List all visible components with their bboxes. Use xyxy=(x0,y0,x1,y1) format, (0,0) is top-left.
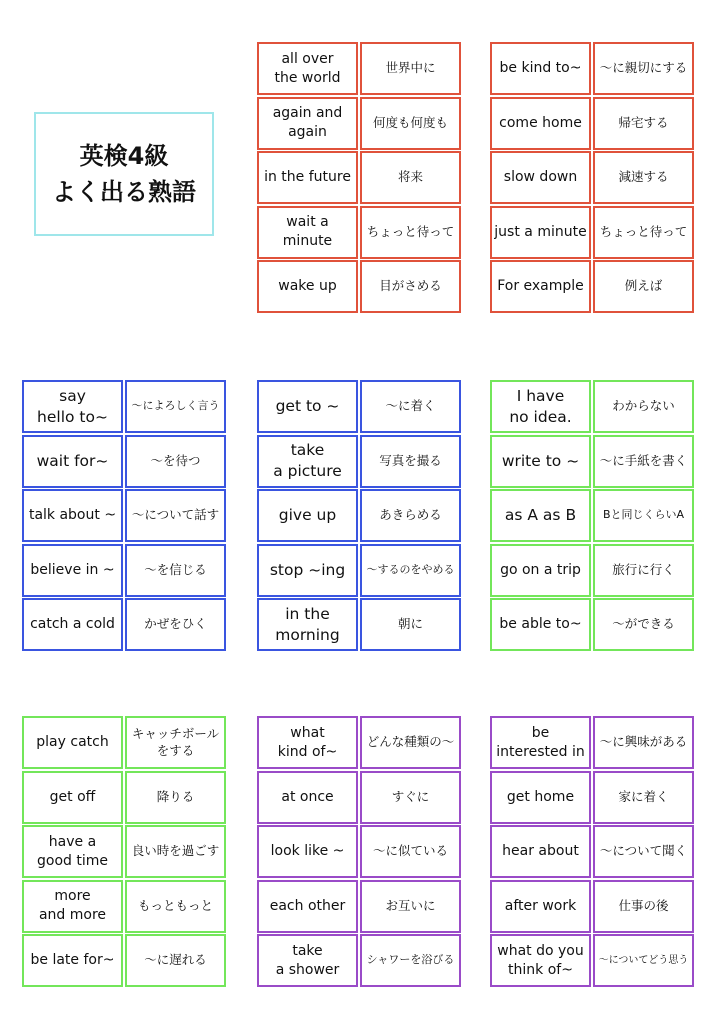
japanese-meaning-card xyxy=(360,260,461,313)
english-phrase: take a shower xyxy=(275,943,340,978)
japanese-meaning-card xyxy=(360,880,461,933)
english-phrase: each other xyxy=(269,897,346,914)
japanese-meaning: 例えば xyxy=(624,278,663,294)
english-phrase: give up xyxy=(278,506,337,525)
english-phrase-card xyxy=(490,151,591,204)
japanese-meaning-card xyxy=(360,380,461,433)
english-phrase: in the morning xyxy=(275,604,340,644)
english-phrase-card xyxy=(22,435,123,488)
japanese-meaning-card xyxy=(360,598,461,651)
japanese-meaning-card xyxy=(593,544,694,597)
english-phrase-card xyxy=(257,771,358,824)
english-phrase-card xyxy=(257,151,358,204)
japanese-meaning: 降りる xyxy=(156,788,195,804)
japanese-meaning-card xyxy=(593,97,694,150)
japanese-meaning: ～に着く xyxy=(385,398,436,414)
japanese-meaning: Bと同じくらいA xyxy=(602,508,685,522)
english-phrase: talk about ~ xyxy=(28,507,117,524)
japanese-meaning-card xyxy=(593,934,694,987)
japanese-meaning: ～によろしく言う xyxy=(131,399,220,413)
japanese-meaning-card xyxy=(360,151,461,204)
english-phrase: believe in ~ xyxy=(30,561,115,578)
english-phrase-card xyxy=(490,771,591,824)
japanese-meaning: シャワーを浴びる xyxy=(366,953,455,967)
japanese-meaning: ～に親切にする xyxy=(599,60,688,76)
title-box xyxy=(34,112,214,236)
japanese-meaning-card xyxy=(593,380,694,433)
english-phrase-card xyxy=(490,435,591,488)
english-phrase-card xyxy=(257,825,358,878)
japanese-meaning-card xyxy=(593,771,694,824)
english-phrase-card xyxy=(257,934,358,987)
japanese-meaning: ～するのをやめる xyxy=(366,562,455,576)
english-phrase-card xyxy=(22,544,123,597)
english-phrase: play catch xyxy=(36,734,109,751)
english-phrase: come home xyxy=(499,114,582,131)
english-phrase: go on a trip xyxy=(500,561,581,578)
english-phrase-card xyxy=(490,825,591,878)
english-phrase-card xyxy=(490,206,591,259)
english-phrase-card xyxy=(257,260,358,313)
japanese-meaning: ～についてどう思う xyxy=(598,955,689,967)
japanese-meaning-card xyxy=(125,544,226,597)
japanese-meaning: ～を待つ xyxy=(150,452,201,468)
japanese-meaning: 世界中に xyxy=(385,60,436,76)
japanese-meaning-card xyxy=(360,435,461,488)
english-phrase: hear about xyxy=(502,843,579,860)
japanese-meaning: ～ができる xyxy=(612,616,675,632)
english-phrase: slow down xyxy=(503,169,578,186)
japanese-meaning-card xyxy=(593,435,694,488)
english-phrase: more and more xyxy=(38,888,107,924)
english-phrase-card xyxy=(257,435,358,488)
english-phrase: catch a cold xyxy=(30,616,115,633)
japanese-meaning-card xyxy=(125,716,226,769)
japanese-meaning-card xyxy=(593,489,694,542)
japanese-meaning: 将来 xyxy=(397,169,423,185)
japanese-meaning: ちょっと待って xyxy=(599,223,688,239)
japanese-meaning: 仕事の後 xyxy=(618,897,669,913)
japanese-meaning-card xyxy=(593,825,694,878)
english-phrase: be kind to~ xyxy=(499,60,582,77)
japanese-meaning: どんな種類の～ xyxy=(366,734,455,750)
english-phrase: in the future xyxy=(264,169,351,186)
japanese-meaning-card xyxy=(360,489,461,542)
english-phrase-card xyxy=(257,716,358,769)
japanese-meaning: 写真を撮る xyxy=(379,452,442,468)
english-phrase-card xyxy=(490,489,591,542)
english-phrase-card xyxy=(22,489,123,542)
japanese-meaning-card xyxy=(125,880,226,933)
japanese-meaning-card xyxy=(125,380,226,433)
japanese-meaning-card xyxy=(360,544,461,597)
japanese-meaning: 朝に xyxy=(397,616,423,632)
english-phrase-card xyxy=(22,934,123,987)
title-line-1: 英検4級 xyxy=(79,142,169,170)
english-phrase-card xyxy=(490,97,591,150)
english-phrase: just a minute xyxy=(494,223,587,240)
japanese-meaning-card xyxy=(360,934,461,987)
japanese-meaning: あきらめる xyxy=(379,507,442,523)
english-phrase-card xyxy=(490,380,591,433)
japanese-meaning: ～を信じる xyxy=(144,561,207,577)
english-phrase-card xyxy=(257,544,358,597)
english-phrase: take a picture xyxy=(273,441,342,481)
english-phrase: have a good time xyxy=(37,833,108,869)
japanese-meaning-card xyxy=(593,151,694,204)
japanese-meaning-card xyxy=(360,771,461,824)
english-phrase: as A as B xyxy=(504,506,577,525)
english-phrase: get home xyxy=(506,788,575,805)
english-phrase: be able to~ xyxy=(499,616,582,633)
english-phrase-card xyxy=(490,934,591,987)
japanese-meaning: お互いに xyxy=(385,897,436,913)
english-phrase-card xyxy=(257,380,358,433)
japanese-meaning-card xyxy=(593,598,694,651)
japanese-meaning: かぜをひく xyxy=(144,616,207,632)
english-phrase-card xyxy=(22,825,123,878)
japanese-meaning-card xyxy=(360,825,461,878)
english-phrase-card xyxy=(22,771,123,824)
english-phrase-card xyxy=(490,544,591,597)
japanese-meaning: 何度も何度も xyxy=(372,114,448,130)
japanese-meaning: キャッチボール をする xyxy=(131,725,220,758)
english-phrase: write to ~ xyxy=(501,451,580,470)
english-phrase: what do you think of~ xyxy=(497,943,584,978)
english-phrase-card xyxy=(22,716,123,769)
english-phrase-card xyxy=(490,260,591,313)
japanese-meaning: ～に遅れる xyxy=(144,952,207,968)
japanese-meaning: 帰宅する xyxy=(618,114,669,130)
english-phrase-card xyxy=(257,97,358,150)
japanese-meaning-card xyxy=(125,598,226,651)
japanese-meaning-card xyxy=(125,825,226,878)
japanese-meaning: ちょっと待って xyxy=(366,223,455,239)
english-phrase-card xyxy=(257,489,358,542)
english-phrase: after work xyxy=(504,897,577,914)
english-phrase-card xyxy=(22,598,123,651)
japanese-meaning: すぐに xyxy=(391,788,430,804)
japanese-meaning: 目がさめる xyxy=(379,278,442,294)
english-phrase: again and again xyxy=(272,105,343,141)
japanese-meaning-card xyxy=(593,260,694,313)
japanese-meaning: ～に手紙を書く xyxy=(599,452,688,468)
japanese-meaning: 良い時を過ごす xyxy=(131,843,220,859)
english-phrase-card xyxy=(257,42,358,95)
japanese-meaning-card xyxy=(125,934,226,987)
english-phrase: at once xyxy=(281,788,334,805)
english-phrase: all over the world xyxy=(274,50,341,86)
english-phrase: look like ~ xyxy=(270,843,345,860)
english-phrase-card xyxy=(257,598,358,651)
english-phrase-card xyxy=(490,42,591,95)
japanese-meaning: ～に似ている xyxy=(372,843,448,859)
japanese-meaning: ～に興味がある xyxy=(599,734,688,750)
japanese-meaning-card xyxy=(360,42,461,95)
english-phrase: get to ~ xyxy=(275,397,340,416)
english-phrase: wait for~ xyxy=(36,451,109,470)
japanese-meaning-card xyxy=(125,489,226,542)
english-phrase: be interested in xyxy=(496,724,585,760)
japanese-meaning: 家に着く xyxy=(618,788,669,804)
english-phrase: stop ~ing xyxy=(269,560,346,579)
japanese-meaning: 減速する xyxy=(618,169,669,185)
japanese-meaning: わからない xyxy=(612,398,675,414)
japanese-meaning-card xyxy=(593,716,694,769)
japanese-meaning-card xyxy=(125,435,226,488)
english-phrase: wait a minute xyxy=(282,214,333,250)
japanese-meaning-card xyxy=(360,716,461,769)
japanese-meaning: もっともっと xyxy=(137,897,213,913)
japanese-meaning-card xyxy=(593,880,694,933)
japanese-meaning: 旅行に行く xyxy=(612,561,675,577)
english-phrase: be late for~ xyxy=(30,952,115,969)
english-phrase-card xyxy=(490,880,591,933)
japanese-meaning-card xyxy=(125,771,226,824)
english-phrase-card xyxy=(257,206,358,259)
japanese-meaning-card xyxy=(593,206,694,259)
english-phrase-card xyxy=(490,716,591,769)
japanese-meaning: ～について聞く xyxy=(599,843,688,859)
english-phrase-card xyxy=(22,380,123,433)
japanese-meaning: ～について話す xyxy=(131,507,220,523)
title-line-2: よく出る熟語 xyxy=(52,178,196,206)
english-phrase: I have no idea. xyxy=(509,386,572,426)
english-phrase-card xyxy=(490,598,591,651)
japanese-meaning-card xyxy=(360,97,461,150)
english-phrase: say hello to~ xyxy=(37,386,108,426)
english-phrase: For example xyxy=(497,278,584,295)
english-phrase-card xyxy=(22,880,123,933)
japanese-meaning-card xyxy=(593,42,694,95)
english-phrase: what kind of~ xyxy=(277,724,338,760)
japanese-meaning-card xyxy=(360,206,461,259)
english-phrase-card xyxy=(257,880,358,933)
english-phrase: wake up xyxy=(278,278,337,295)
english-phrase: get off xyxy=(49,788,96,805)
